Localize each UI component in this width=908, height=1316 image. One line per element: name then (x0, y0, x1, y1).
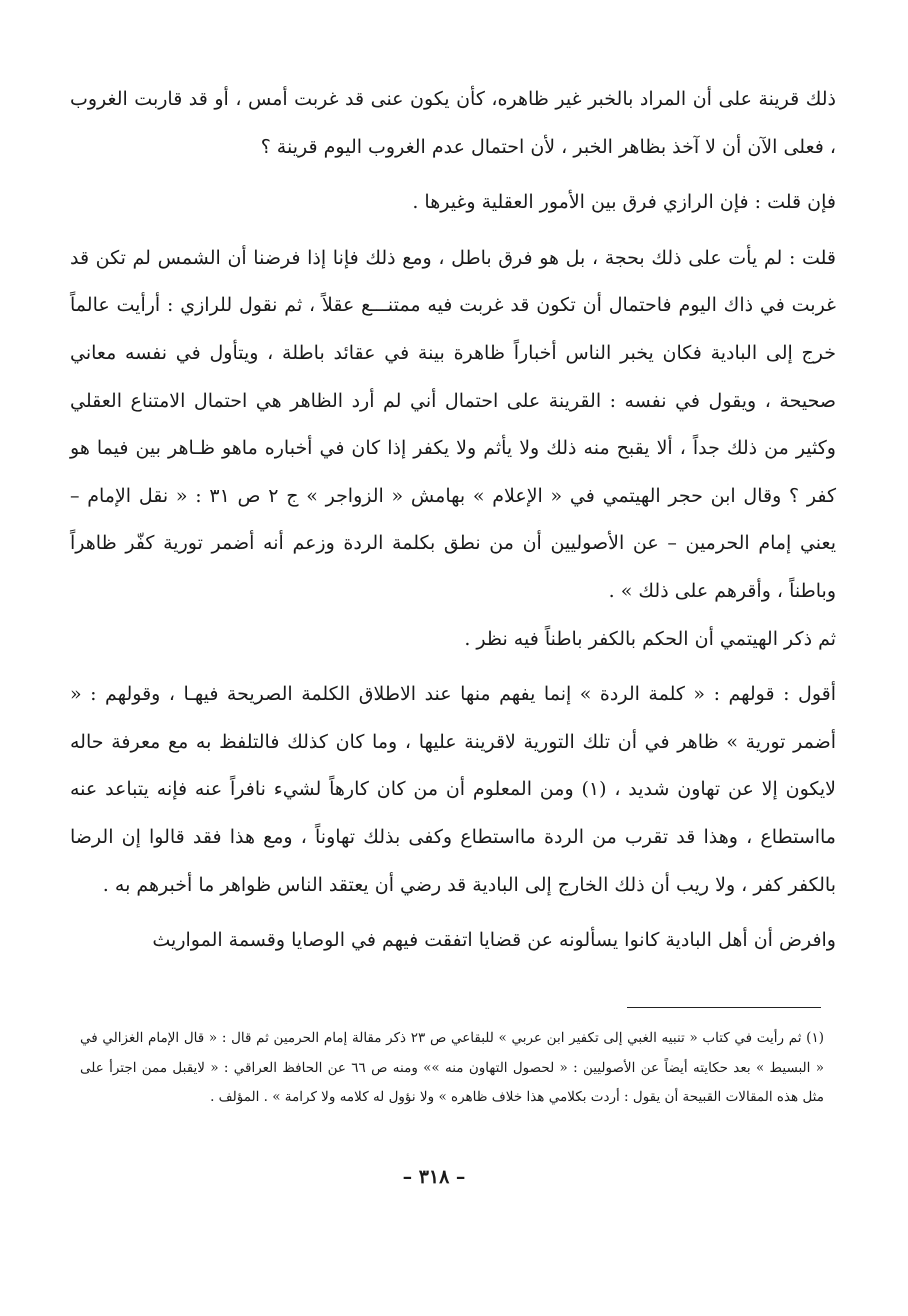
footnote-separator (627, 1007, 821, 1008)
footnote-1: (١) ثم رأيت في كتاب « تنبيه الغبي إلى تكفير ابن عربي » للبقاعي ص ٢٣ ذكر مقالة إمام الحرمين ثم قال : « قال الإمام الغزالي في « البسيط » بعد حكايته أيضاً عن الأصوليين : « لحصول التهاون منه »» ومنه ص ٦٦ عن الحافظ العراقي : « لايقبل ممن اجترأ على مثل هذه المقالات القبيحة أن يقول : أردت بكلامي هذا خلاف ظاهره » ولا نؤول له كلامه ولا كرامة » . المؤلف . (80, 1030, 825, 1106)
page-number: – ٣١٨ – (402, 1166, 466, 1188)
paragraph-2: فإن قلت : فإن الرازي فرق بين الأمور العقلية وغيرها . (412, 191, 836, 214)
paragraph-6: وافرض أن أهل البادية كانوا يسألونه عن قضايا اتفقت فيهم في الوصايا وقسمة المواريث (152, 929, 836, 952)
body-text (70, 76, 836, 965)
paragraph-3: قلت : لم يأت على ذلك بحجة ، بل هو فرق باطل ، ومع ذلك فإنا إذا فرضنا أن الشمس لم تكن قد غربت في ذاك اليوم فاحتمال أن تكون قد غربت فيه ممتنـــع عقلاً ، ثم نقول للرازي : أرأيت عالماً خرج إلى البادية فكان يخبر الناس أخباراً ظاهرة بينة في عقائد باطلة ، ويتأول في نفسه معاني صحيحة ، ويقول في نفسه : القرينة على احتمال أني لم أرد الظاهر هي احتمال الامتناع العقلي وكثير من ذلك جداً ، ألا يقبح منه ذلك ولا يأثم ولا يكفر إذا كان في أخباره ماهو ظـاهر بين فيما هو كفر ؟ وقال ابن حجر الهيتمي في « الإعلام » بهامش « الزواجر » ج ٢ ص ٣١ : « نقل الإمام – يعني إمام الحرمين – عن الأصوليين أن من نطق بكلمة الردة وزعم أنه أضمر تورية كفّر ظاهراً وباطناً ، وأقرهم على ذلك » . (70, 246, 836, 602)
paragraph-1: ذلك قرينة على أن المراد بالخبر غير ظاهره، كأن يكون عنى قد غربت أمس ، أو قد قاربت الغروب ، فعلى الآن أن لا آخذ بظاهر الخبر ، لأن احتمال عدم الغروب اليوم قرينة ؟ (70, 88, 836, 158)
paragraph-5: أقول : قولهم : « كلمة الردة » إنما يفهم منها عند الاطلاق الكلمة الصريحة فيهـا ، وقولهم : « أضمر تورية » ظاهر في أن تلك التورية لاقرينة عليها ، وما كان كذلك فالتلفظ به مع معرفة حاله لايكون إلا عن تهاون شديد ، (١) ومن المعلوم أن من كان كارهاً لشيء نافراً عنه فإنه يتباعد عنه مااستطاع ، وهذا قد تقرب من الردة مااستطاع وكفى بذلك تهاوناً ، ومع هذا فقد قالوا إن الرضا بالكفر كفر ، ولا ريب أن ذلك الخارج إلى البادية قد رضي أن يعتقد الناس ظواهر ما أخبرهم به . (70, 683, 836, 896)
paragraph-4: ثم ذكر الهيتمي أن الحكم بالكفر باطناً فيه نظر . (464, 627, 836, 650)
footnotes (80, 1024, 824, 1113)
